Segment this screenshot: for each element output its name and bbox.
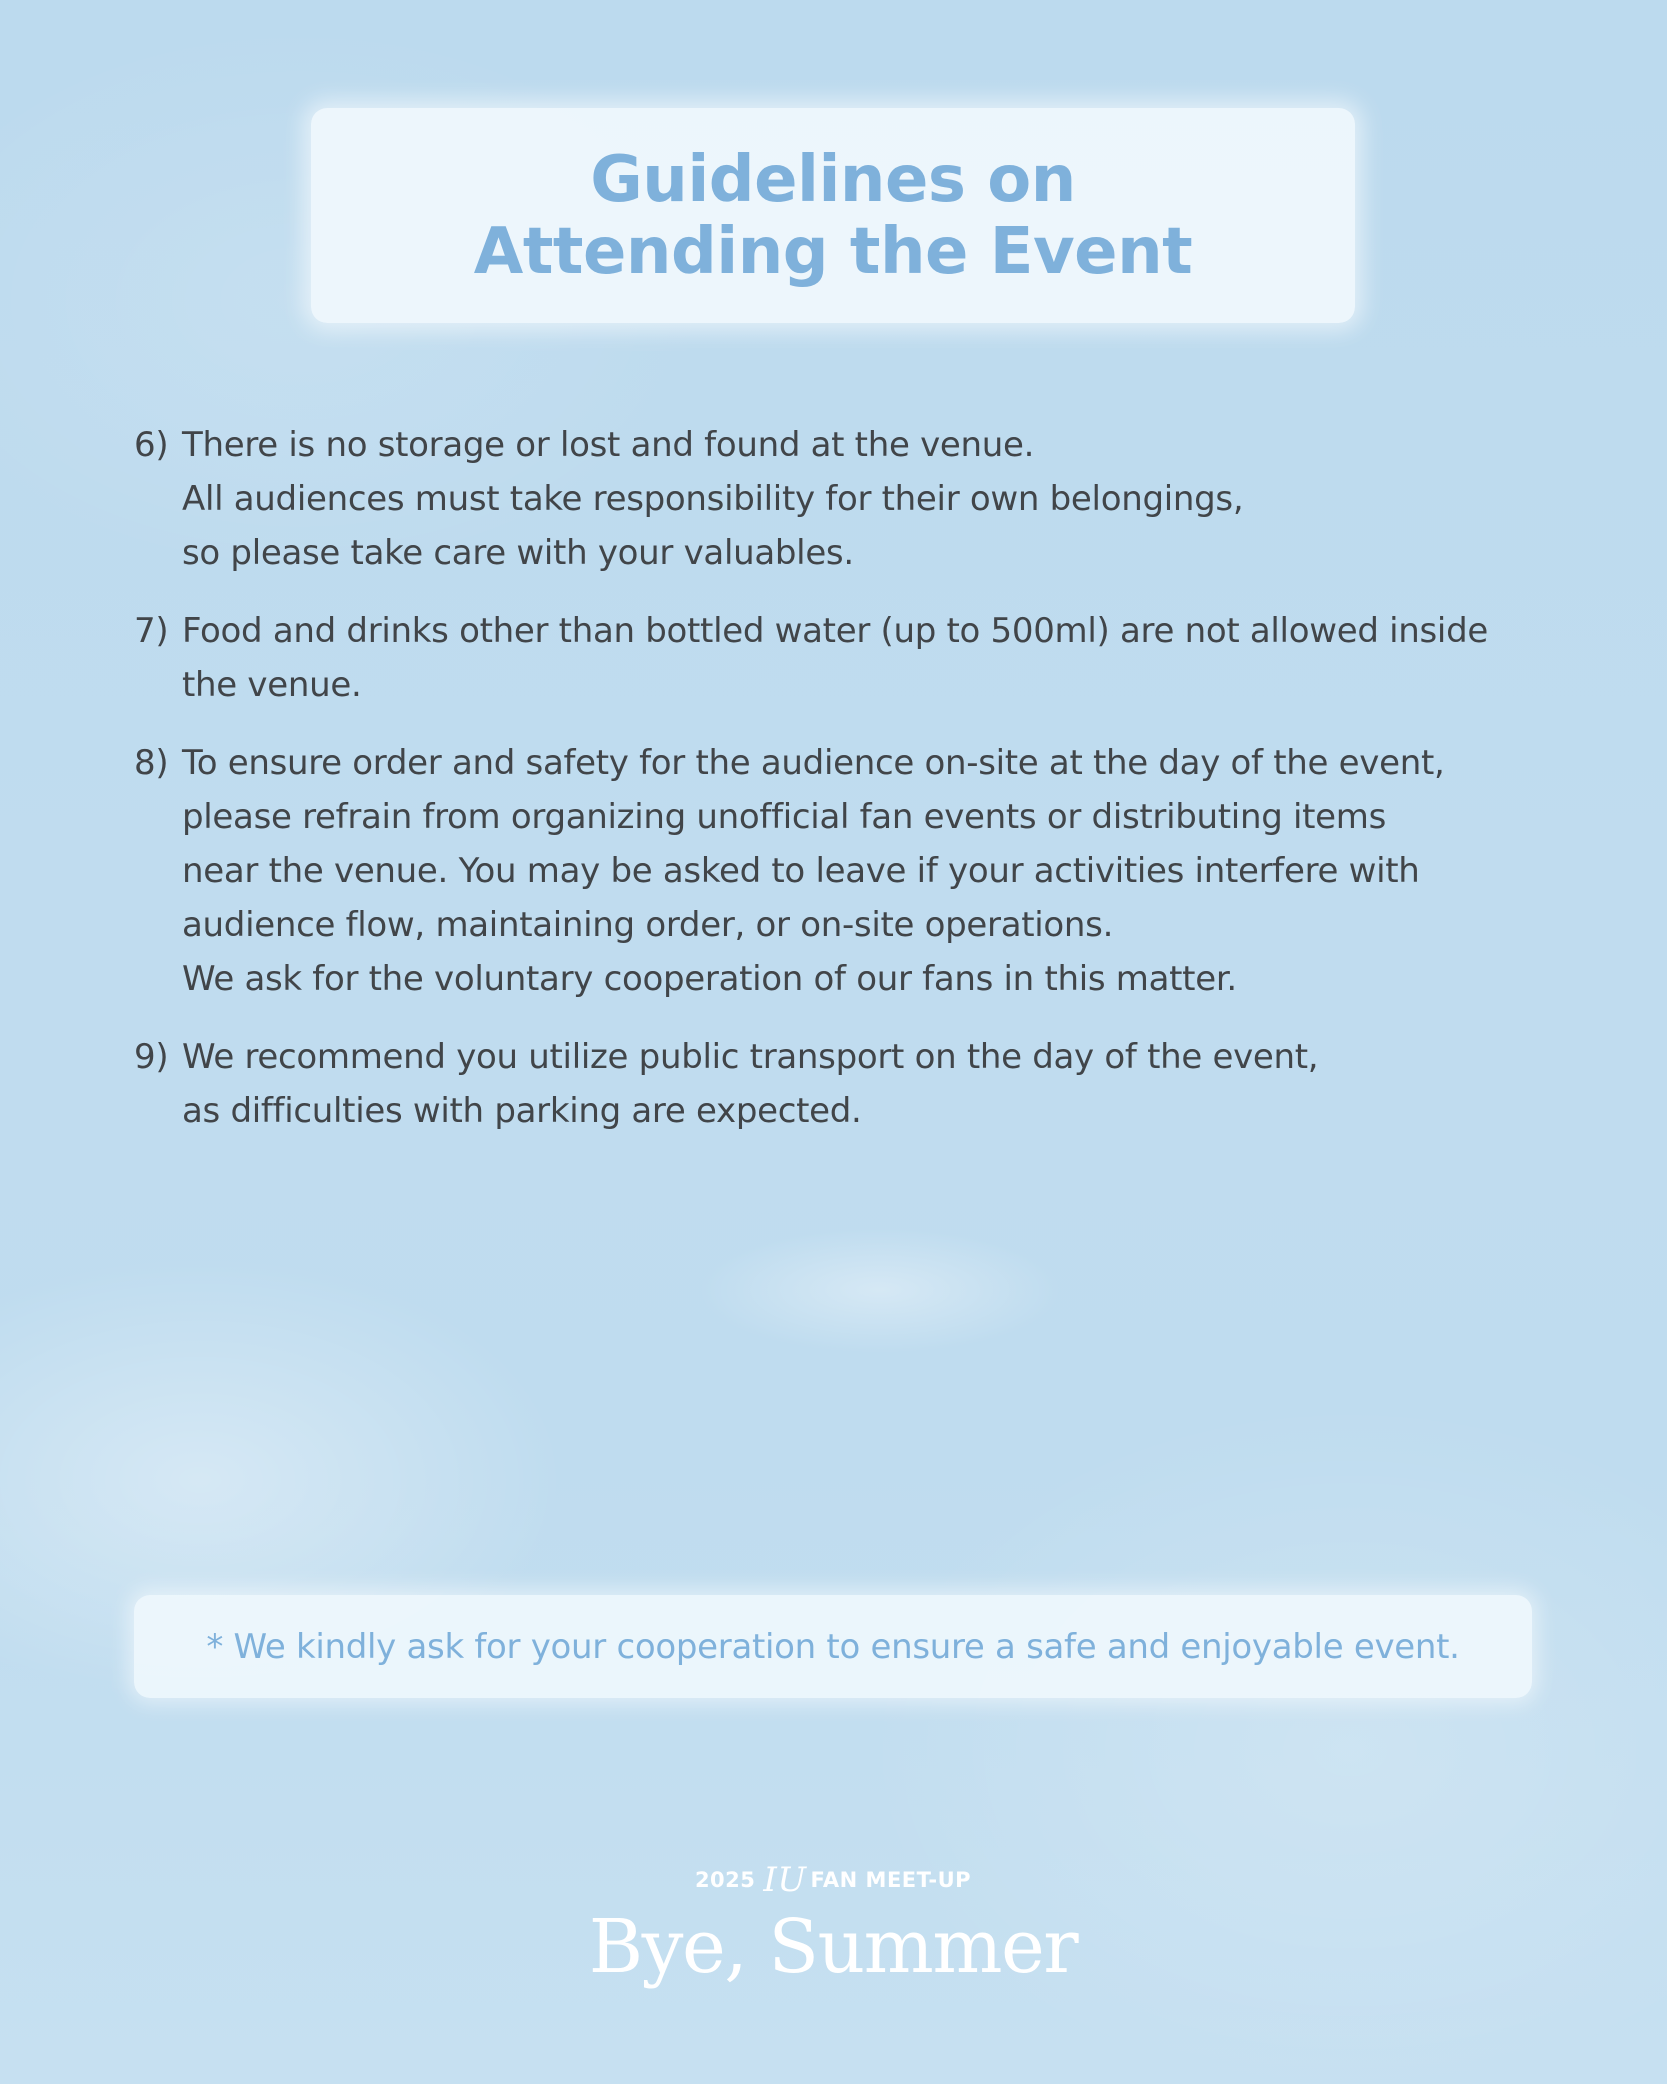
guideline-number: 7)	[134, 611, 169, 651]
guideline-number: 8)	[134, 743, 169, 783]
guidelines-list	[134, 418, 1534, 1162]
guideline-item	[134, 604, 1534, 712]
cooperation-note-card	[134, 1595, 1532, 1698]
guideline-text: as difficulties with parking are expected.	[182, 1091, 862, 1131]
page-title-line-2: Attending the Event	[473, 214, 1193, 289]
guideline-text: There is no storage or lost and found at the venue.	[182, 425, 1035, 465]
logo-year: 2025	[694, 1868, 756, 1892]
logo-event-name: Bye, Summer	[588, 1904, 1078, 1990]
guideline-text: Food and drinks other than bottled water (up to 500ml) are not allowed inside	[182, 611, 1488, 651]
guideline-text: the venue.	[182, 665, 362, 705]
logo-header	[583, 1860, 1083, 1900]
cooperation-note: * We kindly ask for your cooperation to ensure a safe and enjoyable event.	[206, 1626, 1460, 1667]
guideline-text: We recommend you utilize public transport on the day of the event,	[182, 1037, 1319, 1077]
guideline-item	[134, 736, 1534, 1006]
guideline-text: We ask for the voluntary cooperation of our fans in this matter.	[182, 959, 1237, 999]
guideline-text: To ensure order and safety for the audience on-site at the day of the event,	[182, 743, 1445, 783]
guideline-text: near the venue. You may be asked to leave if your activities interfere with	[182, 851, 1420, 891]
guideline-text: please refrain from organizing unofficial fan events or distributing items	[182, 797, 1387, 837]
guideline-text: audience flow, maintaining order, or on-site operations.	[182, 905, 1114, 945]
guideline-item	[134, 1030, 1534, 1138]
guideline-number: 9)	[134, 1037, 169, 1077]
guideline-text: All audiences must take responsibility for their own belongings,	[182, 479, 1244, 519]
guideline-item	[134, 418, 1534, 580]
event-logo	[583, 1860, 1083, 2025]
title-card	[311, 108, 1355, 323]
guideline-text: so please take care with your valuables.	[182, 533, 854, 573]
page-title-line-1: Guidelines on	[590, 142, 1076, 217]
guideline-number: 6)	[134, 425, 169, 465]
logo-subtitle: FAN MEET-UP	[810, 1868, 972, 1892]
logo-artist-script: IU	[763, 1860, 807, 1900]
